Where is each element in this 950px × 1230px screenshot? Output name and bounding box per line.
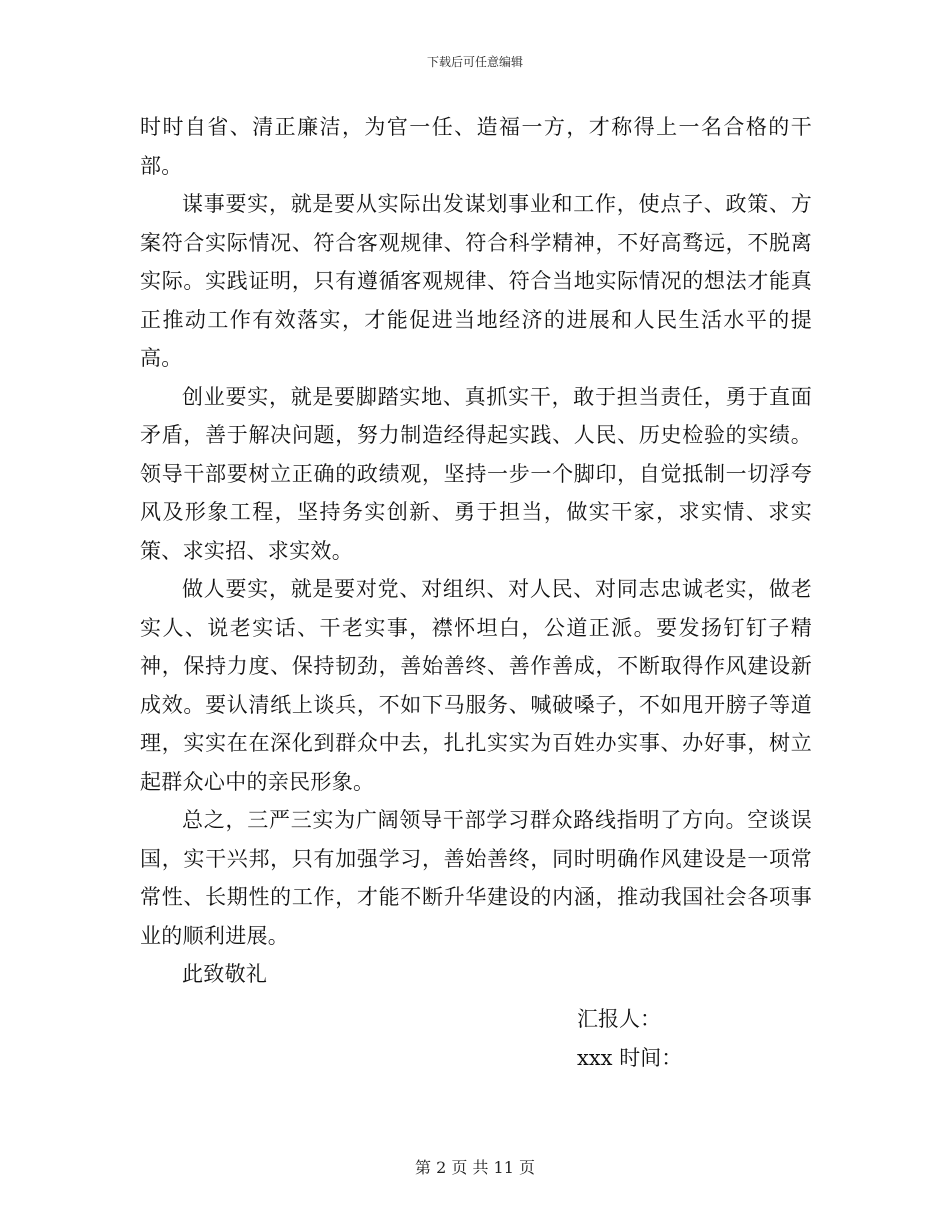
signature-block	[577, 1000, 682, 1077]
reporter-label: 汇报人：	[577, 1007, 661, 1031]
paragraph-conduct: 做人要实，就是要对党、对组织、对人民、对同志忠诚老实，做老实人、说老实话、干老实事，襟怀坦白，公道正派。要发扬钉钉子精神，保持力度、保持韧劲，善始善终、善作善成，不断取得作风建设新成效。要认清纸上谈兵，不如下马服务、喊破嗓子，不如甩开膀子等道理，实实在在深化到群众中去，扎扎实实为百姓办实事、办好事，树立起群众心中的亲民形象。	[140, 577, 812, 794]
paragraph-continuation: 时时自省、清正廉洁，为官一任、造福一方，才称得上一名合格的干部。	[140, 115, 812, 178]
paragraph-conclusion: 总之，三严三实为广阔领导干部学习群众路线指明了方向。空谈误国，实干兴邦，只有加强学习，善始善终，同时明确作风建设是一项常常性、长期性的工作，才能不断升华建设的内涵，推动我国社会各项事业的顺利进展。	[140, 808, 812, 948]
paragraph-entrepreneurship: 创业要实，就是要脚踏实地、真抓实干，敢于担当责任，勇于直面矛盾，善于解决问题，努力制造经得起实践、人民、历史检验的实绩。领导干部要树立正确的政绩观，坚持一步一个脚印，自觉抵制一切浮夸风及形象工程，坚持务实创新、勇于担当，做实干家，求实情、求实策、求实招、求实效。	[140, 384, 812, 563]
page-header: 下载后可任意编辑	[426, 55, 523, 69]
document-body	[140, 108, 812, 994]
paragraph-planning: 谋事要实，就是要从实际出发谋划事业和工作，使点子、政策、方案符合实际情况、符合客观规律、符合科学精神，不好高骛远，不脱离实际。实践证明，只有遵循客观规律、符合当地实际情况的想法才能真正推动工作有效落实，才能促进当地经济的进展和人民生活水平的提高。	[140, 192, 812, 370]
closing-salutation: 此致敬礼	[182, 962, 268, 986]
page-footer: 第 2 页 共 11 页	[415, 1158, 535, 1177]
time-label: xxx 时间：	[577, 1045, 683, 1070]
